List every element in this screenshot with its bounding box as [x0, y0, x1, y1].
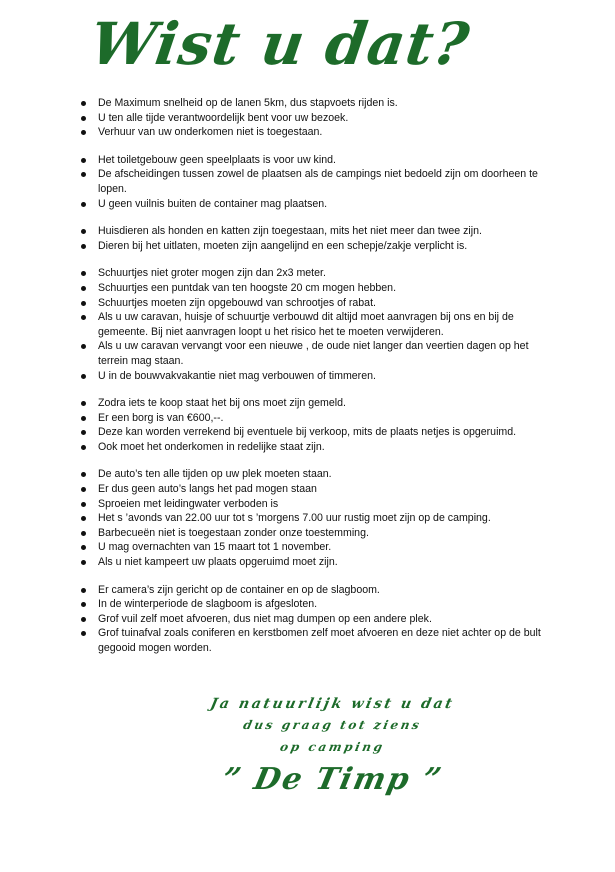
list-item: Grof vuil zelf moet afvoeren, dus niet mag dumpen op een andere plek. [78, 612, 548, 627]
rules-group-traffic [78, 96, 548, 140]
list-item: Schuurtjes een puntdak van ten hoogste 20 cm mogen hebben. [78, 281, 548, 296]
list-item: Er een borg is van €600,--. [78, 411, 548, 426]
page-title: Wist u dat? [86, 10, 474, 78]
list-item: Zodra iets te koop staat het bij ons moet zijn gemeld. [78, 396, 548, 411]
list-item: Deze kan worden verrekend bij eventuele bij verkoop, mits de plaats netjes is opgeruimd. [78, 425, 548, 440]
closing-line-1: Ja natuurlijk wist u dat [208, 696, 457, 712]
list-item: Als u niet kampeert uw plaats opgeruimd moet zijn. [78, 555, 548, 570]
list-item: Schuurtjes moeten zijn opgebouwd van schrootjes of rabat. [78, 296, 548, 311]
list-item: Ook moet het onderkomen in redelijke staat zijn. [78, 440, 548, 455]
list-item: Er camera’s zijn gericht op de container en op de slagboom. [78, 583, 548, 598]
list-item: Het toiletgebouw geen speelplaats is voor uw kind. [78, 153, 548, 168]
list-item: Verhuur van uw onderkomen niet is toegestaan. [78, 125, 548, 140]
list-item: U ten alle tijde verantwoordelijk bent voor uw bezoek. [78, 111, 548, 126]
camping-name: ” De Timp ” [219, 762, 446, 797]
closing-line-3: op camping [278, 740, 387, 754]
list-item: De auto’s ten alle tijden op uw plek moeten staan. [78, 467, 548, 482]
list-item: Huisdieren als honden en katten zijn toegestaan, mits het niet meer dan twee zijn. [78, 224, 548, 239]
list-item: In de winterperiode de slagboom is afgesloten. [78, 597, 548, 612]
rules-group-facilities [78, 153, 548, 211]
list-item: U in de bouwvakvakantie niet mag verbouwen of timmeren. [78, 369, 548, 384]
rules-group-sheds [78, 266, 548, 383]
rules-group-cars-and-quiet [78, 467, 548, 569]
list-item: Dieren bij het uitlaten, moeten zijn aangelijnd en een schepje/zakje verplicht is. [78, 239, 548, 254]
list-item: Barbecueën niet is toegestaan zonder onze toestemming. [78, 526, 548, 541]
list-item: Het s ’avonds van 22.00 uur tot s ’morgens 7.00 uur rustig moet zijn op de camping. [78, 511, 548, 526]
rules-group-pets [78, 224, 548, 253]
list-item: Als u uw caravan, huisje of schuurtje verbouwd dit altijd moet aanvragen bij ons en bij de gemeente. Bij niet aanvragen loopt u het risico het te moeten verwijderen. [78, 310, 548, 339]
list-item: De afscheidingen tussen zowel de plaatsen als de campings niet bedoeld zijn om doorheen te lopen. [78, 167, 548, 196]
rules-list [78, 96, 548, 669]
list-item: Er dus geen auto’s langs het pad mogen staan [78, 482, 548, 497]
list-item: Als u uw caravan vervangt voor een nieuwe , de oude niet langer dan veertien dagen op het terrein mag staan. [78, 339, 548, 368]
list-item: De Maximum snelheid op de lanen 5km, dus stapvoets rijden is. [78, 96, 548, 111]
rules-group-sale [78, 396, 548, 454]
list-item: Schuurtjes niet groter mogen zijn dan 2x3 meter. [78, 266, 548, 281]
rules-group-waste [78, 583, 548, 656]
list-item: U geen vuilnis buiten de container mag plaatsen. [78, 197, 548, 212]
list-item: Sproeien met leidingwater verboden is [78, 497, 548, 512]
list-item: Grof tuinafval zoals coniferen en kerstbomen zelf moet afvoeren en deze niet achter op de bult gegooid mogen worden. [78, 626, 548, 655]
list-item: U mag overnachten van 15 maart tot 1 november. [78, 540, 548, 555]
closing-line-2: dus graag tot ziens [241, 718, 424, 732]
